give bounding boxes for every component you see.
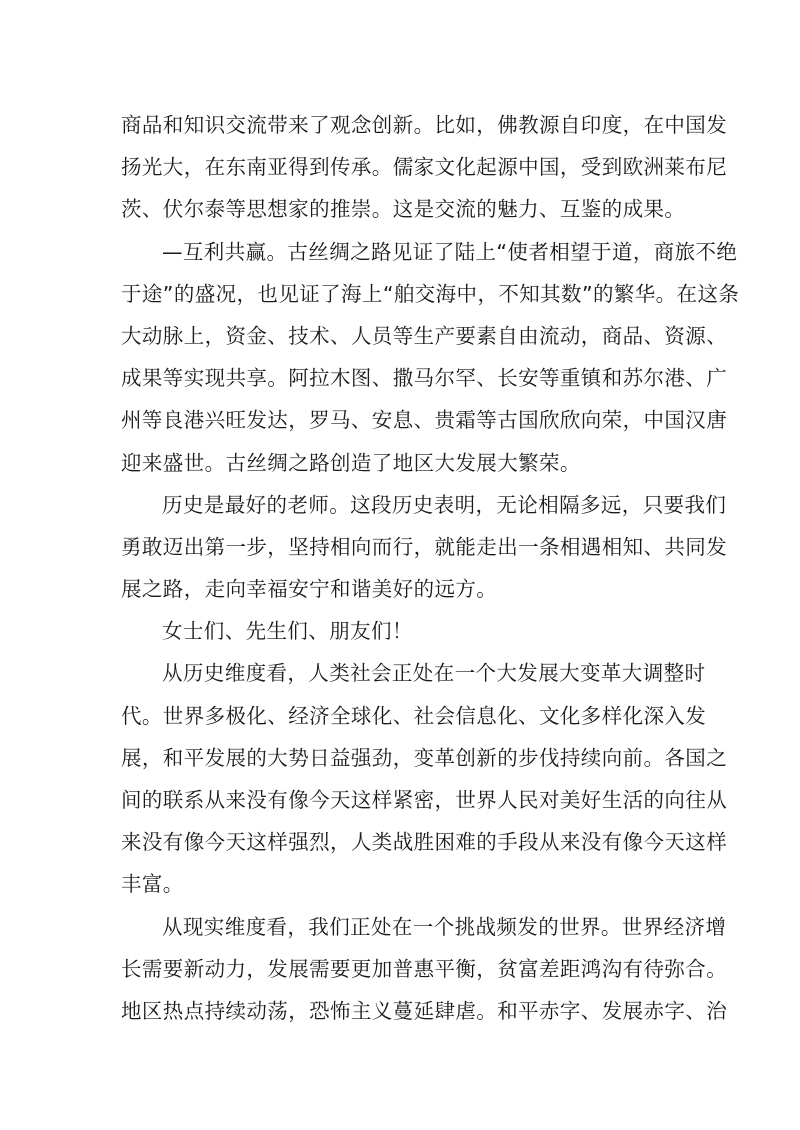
text-line: 展之路，走向幸福安宁和谐美好的远方。 [121,577,498,602]
text-line: 扬光大，在东南亚得到传承。儒家文化起源中国，受到欧洲莱布尼 [121,155,728,180]
text-line: 历史是最好的老师。这段历史表明，无论相隔多远，只要我们 [162,492,727,517]
text-line: 来没有像今天这样强烈，人类战胜困难的手段从来没有像今天这样 [121,830,728,855]
text-line: 长需要新动力，发展需要更加普惠平衡，贫富差距鸿沟有待弥合。 [121,956,728,981]
text-line: 勇敢迈出第一步，坚持相向而行，就能走出一条相遇相知、共同发 [121,534,728,559]
text-line: 大动脉上，资金、技术、人员等生产要素自由流动，商品、资源、 [121,323,728,348]
text-line: 商品和知识交流带来了观念创新。比如，佛教源自印度，在中国发 [121,113,728,137]
text-line: 茨、伏尔泰等思想家的推崇。这是交流的魅力、互鉴的成果。 [121,197,686,222]
text-line: 代。世界多极化、经济全球化、社会信息化、文化多样化深入发 [121,703,707,728]
text-line: 从历史维度看，人类社会正处在一个大发展大变革大调整时 [162,661,706,686]
text-line: 从现实维度看，我们正处在一个挑战频发的世界。世界经济增 [162,914,727,939]
body-text [121,104,740,1032]
text-line: 于途”的盛况，也见证了海上“舶交海中，不知其数”的繁华。在这条 [121,281,740,306]
text-line: 丰富。 [121,872,184,897]
text-line: —互利共赢。古丝绸之路见证了陆上“使者相望于道，商旅不绝 [162,239,738,264]
text-line: 成果等实现共享。阿拉木图、撒马尔罕、长安等重镇和苏尔港、广 [121,366,728,391]
text-line: 间的联系从来没有像今天这样紧密，世界人民对美好生活的向往从 [121,788,728,812]
text-line: 女士们、先生们、朋友们！ [162,619,413,644]
text-line: 州等良港兴旺发达，罗马、安息、贵霜等古国欣欣向荣，中国汉唐 [121,408,728,433]
text-line: 地区热点持续动荡，恐怖主义蔓延肆虐。和平赤字、发展赤字、治 [121,998,728,1023]
text-line: 展，和平发展的大势日益强劲，变革创新的步伐持续向前。各国之 [121,745,728,770]
text-line: 迎来盛世。古丝绸之路创造了地区大发展大繁荣。 [121,450,581,475]
